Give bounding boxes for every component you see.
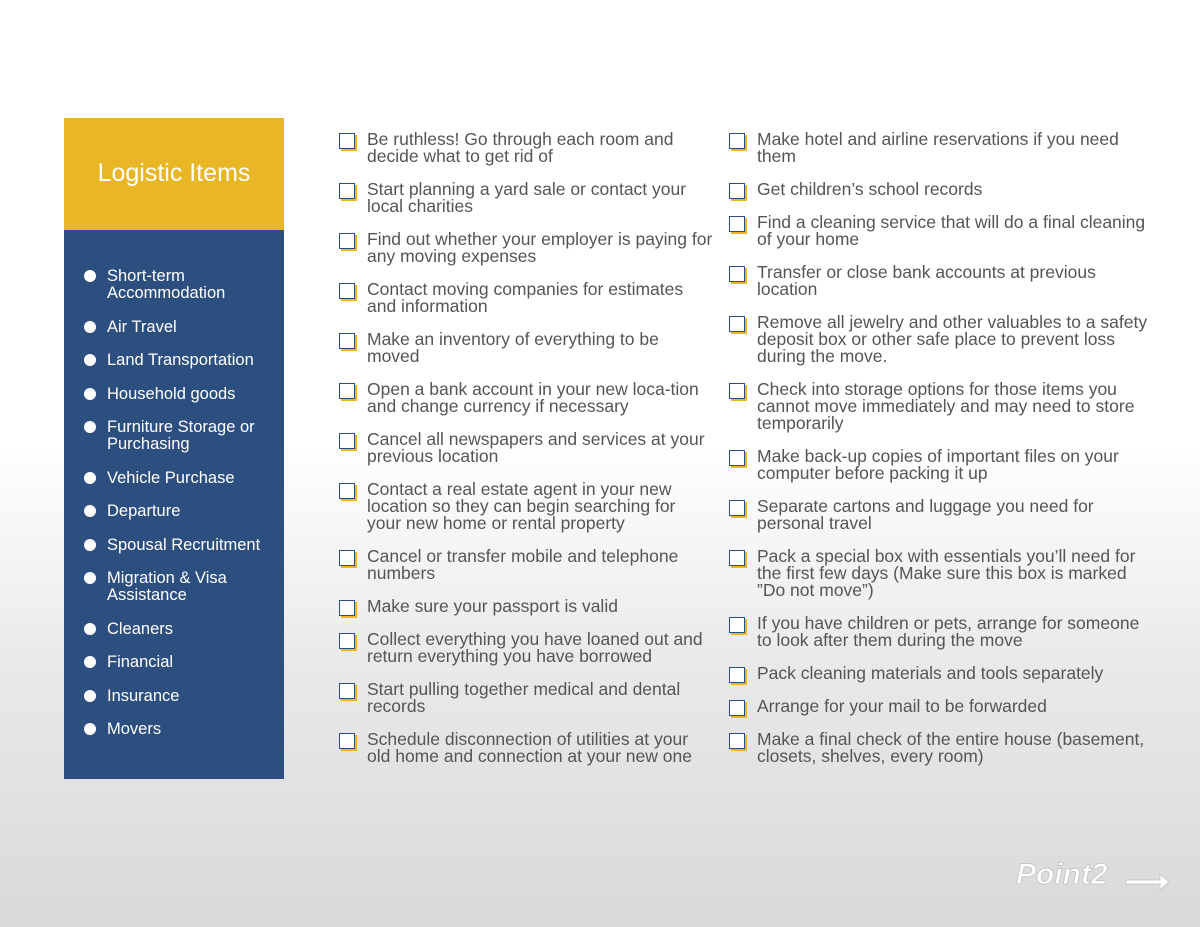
checklist-item: Get children’s school records <box>728 181 1148 198</box>
checklist-item: Cancel or transfer mobile and telephone numbers <box>338 548 713 582</box>
list-item: Departure <box>64 503 284 520</box>
checklist-item: Find out whether your employer is paying for any moving expenses <box>338 231 713 265</box>
checklist-item: Cancel all newspapers and services at your previous location <box>338 431 713 465</box>
bullet-icon <box>84 539 96 551</box>
checklist-item: Check into storage options for those items you cannot move immediately and may need to store temporarily <box>728 381 1148 432</box>
checkbox-icon[interactable] <box>339 333 355 349</box>
bullet-icon <box>84 354 96 366</box>
checklist-item: Pack cleaning materials and tools separately <box>728 665 1148 682</box>
checklist-item: Collect everything you have loaned out and return everything you have borrowed <box>338 631 713 665</box>
checkbox-icon[interactable] <box>729 266 745 282</box>
bullet-icon <box>84 690 96 702</box>
checklist-item: Separate cartons and luggage you need for personal travel <box>728 498 1148 532</box>
checkbox-icon[interactable] <box>729 617 745 633</box>
bullet-icon <box>84 505 96 517</box>
list-item: Land Transportation <box>64 352 284 369</box>
bullet-icon <box>84 572 96 584</box>
bullet-icon <box>84 421 96 433</box>
sidebar-title: Logistic Items <box>97 158 251 187</box>
checklist-item: Be ruthless! Go through each room and decide what to get rid of <box>338 131 713 165</box>
checkbox-icon[interactable] <box>339 550 355 566</box>
checklist-item: Make back-up copies of important files on your computer before packing it up <box>728 448 1148 482</box>
point2-logo <box>1014 850 1170 899</box>
checkbox-icon[interactable] <box>339 133 355 149</box>
bullet-icon <box>84 270 96 282</box>
checklist-item: Open a bank account in your new loca-tion and change currency if necessary <box>338 381 713 415</box>
logistic-items-panel <box>64 118 284 779</box>
checklist-left-column <box>338 131 713 781</box>
checklist-item: Transfer or close bank accounts at previous location <box>728 264 1148 298</box>
list-item: Financial <box>64 654 284 671</box>
checkbox-icon[interactable] <box>339 183 355 199</box>
list-item: Migration & Visa Assistance <box>64 570 284 604</box>
list-item: Insurance <box>64 688 284 705</box>
checklist-item: Make a final check of the entire house (basement, closets, shelves, every room) <box>728 731 1148 765</box>
list-item: Spousal Recruitment <box>64 537 284 554</box>
checklist-item: Arrange for your mail to be forwarded <box>728 698 1148 715</box>
checklist-item: Start pulling together medical and dental records <box>338 681 713 715</box>
bullet-icon <box>84 623 96 635</box>
sidebar-header <box>64 118 284 230</box>
checkbox-icon[interactable] <box>339 433 355 449</box>
checklist-item: If you have children or pets, arrange for someone to look after them during the move <box>728 615 1148 649</box>
checklist-item: Find a cleaning service that will do a final cleaning of your home <box>728 214 1148 248</box>
checklist-item: Start planning a yard sale or contact your local charities <box>338 181 713 215</box>
checklist-item: Make an inventory of everything to be moved <box>338 331 713 365</box>
checkbox-icon[interactable] <box>729 667 745 683</box>
bullet-icon <box>84 656 96 668</box>
list-item: Air Travel <box>64 319 284 336</box>
list-item: Short-term Accommodation <box>64 268 284 302</box>
checkbox-icon[interactable] <box>729 733 745 749</box>
checklist-item: Schedule disconnection of utilities at your old home and connection at your new one <box>338 731 713 765</box>
checkbox-icon[interactable] <box>729 383 745 399</box>
checkbox-icon[interactable] <box>339 283 355 299</box>
checkbox-icon[interactable] <box>729 500 745 516</box>
checkbox-icon[interactable] <box>339 633 355 649</box>
list-item: Movers <box>64 721 284 738</box>
checklist-item: Make hotel and airline reservations if you need them <box>728 131 1148 165</box>
checkbox-icon[interactable] <box>729 216 745 232</box>
list-item: Furniture Storage or Purchasing <box>64 419 284 453</box>
checklist-item: Contact a real estate agent in your new location so they can begin searching for your new home or rental property <box>338 481 713 532</box>
checkbox-icon[interactable] <box>729 550 745 566</box>
checkbox-icon[interactable] <box>339 483 355 499</box>
point2-logo-icon <box>1014 850 1170 894</box>
checkbox-icon[interactable] <box>729 133 745 149</box>
list-item: Cleaners <box>64 621 284 638</box>
checkbox-icon[interactable] <box>339 600 355 616</box>
bullet-icon <box>84 388 96 400</box>
list-item: Vehicle Purchase <box>64 470 284 487</box>
checklist-item: Contact moving companies for estimates and information <box>338 281 713 315</box>
checklist-item: Make sure your passport is valid <box>338 598 713 615</box>
bullet-icon <box>84 723 96 735</box>
checkbox-icon[interactable] <box>729 450 745 466</box>
checkbox-icon[interactable] <box>339 233 355 249</box>
list-item: Household goods <box>64 386 284 403</box>
checklist-right-column <box>728 131 1148 781</box>
checkbox-icon[interactable] <box>339 733 355 749</box>
checkbox-icon[interactable] <box>729 700 745 716</box>
bullet-icon <box>84 472 96 484</box>
checklist-item: Remove all jewelry and other valuables to a safety deposit box or other safe place to prevent loss during the move. <box>728 314 1148 365</box>
checkbox-icon[interactable] <box>339 683 355 699</box>
checkbox-icon[interactable] <box>729 316 745 332</box>
checkbox-icon[interactable] <box>729 183 745 199</box>
logistic-items-list <box>64 230 284 738</box>
checklist-item: Pack a special box with essentials you’ll need for the first few days (Make sure this box is marked ”Do not move”) <box>728 548 1148 599</box>
svg-text:Point2: Point2 <box>1016 858 1108 891</box>
checkbox-icon[interactable] <box>339 383 355 399</box>
bullet-icon <box>84 321 96 333</box>
